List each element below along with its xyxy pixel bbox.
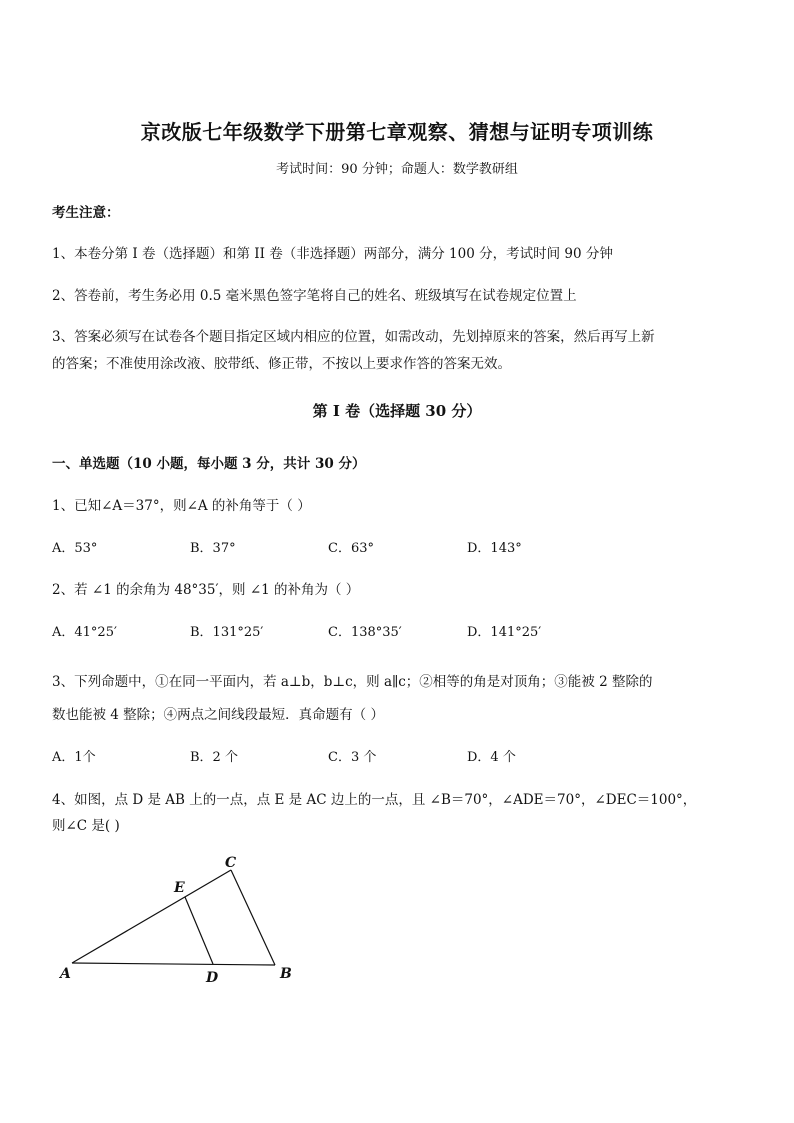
notice-item: 2、答卷前，考生务必用 0.5 毫米黑色签字笔将自己的姓名、班级填写在试卷规定位置上 [52, 288, 577, 304]
option-a: A．41°25′ [52, 625, 117, 640]
triangle-figure [55, 850, 305, 990]
option-d: D．141°25′ [467, 625, 542, 640]
option-c: C．3 个 [328, 750, 377, 765]
option-d: D．143° [467, 541, 522, 556]
option-c: C．138°35′ [328, 625, 402, 640]
option-c: C．63° [328, 541, 374, 556]
section-title: 第 I 卷（选择题 30 分） [312, 402, 482, 420]
option-b: B．131°25′ [190, 625, 264, 640]
question-4-stem-continuation: 则∠C 是( ) [52, 818, 120, 834]
notice-item-continuation: 的答案；不准使用涂改液、胶带纸、修正带，不按以上要求作答的答案无效。 [52, 356, 511, 372]
label-b: B [280, 966, 292, 982]
label-c: C [225, 855, 237, 871]
segment-ab [72, 963, 275, 965]
page-title: 京改版七年级数学下册第七章观察、猜想与证明专项训练 [140, 120, 654, 144]
option-a: A．1个 [52, 750, 96, 765]
question-1-stem: 1、已知∠A＝37°，则∠A 的补角等于（ ） [52, 498, 311, 514]
option-d: D．4 个 [467, 750, 516, 765]
notice-item: 3、答案必须写在试卷各个题目指定区域内相应的位置，如需改动，先划掉原来的答案，然后再写上新 [52, 329, 655, 345]
question-4-stem: 4、如图，点 D 是 AB 上的一点，点 E 是 AC 边上的一点，且 ∠B＝70°，∠ADE＝70°，∠DEC＝100°， [52, 792, 697, 808]
question-2-stem: 2、若 ∠1 的余角为 48°35′，则 ∠1 的补角为（ ） [52, 582, 360, 598]
option-b: B．37° [190, 541, 236, 556]
segment-de [185, 897, 213, 964]
triangle-diagram [55, 850, 305, 990]
option-b: B．2 个 [190, 750, 238, 765]
question-3-stem-continuation: 数也能被 4 整除；④两点之间线段最短．真命题有（ ） [52, 707, 384, 723]
exam-meta: 考试时间：90 分钟；命题人：数学教研组 [276, 162, 518, 177]
part-title: 一、单选题（10 小题，每小题 3 分，共计 30 分） [52, 456, 366, 472]
label-a: A [60, 966, 71, 982]
notice-heading: 考生注意： [52, 205, 120, 221]
notice-item: 1、本卷分第 I 卷（选择题）和第 II 卷（非选择题）两部分，满分 100 分，考试时间 90 分钟 [52, 246, 613, 262]
option-a: A．53° [52, 541, 98, 556]
label-e: E [174, 880, 185, 896]
segment-bc [231, 870, 275, 965]
question-3-stem: 3、下列命题中，①在同一平面内，若 a⊥b，b⊥c，则 a∥c；②相等的角是对顶角；③能被 2 整除的 [52, 674, 653, 690]
label-d: D [206, 970, 219, 986]
